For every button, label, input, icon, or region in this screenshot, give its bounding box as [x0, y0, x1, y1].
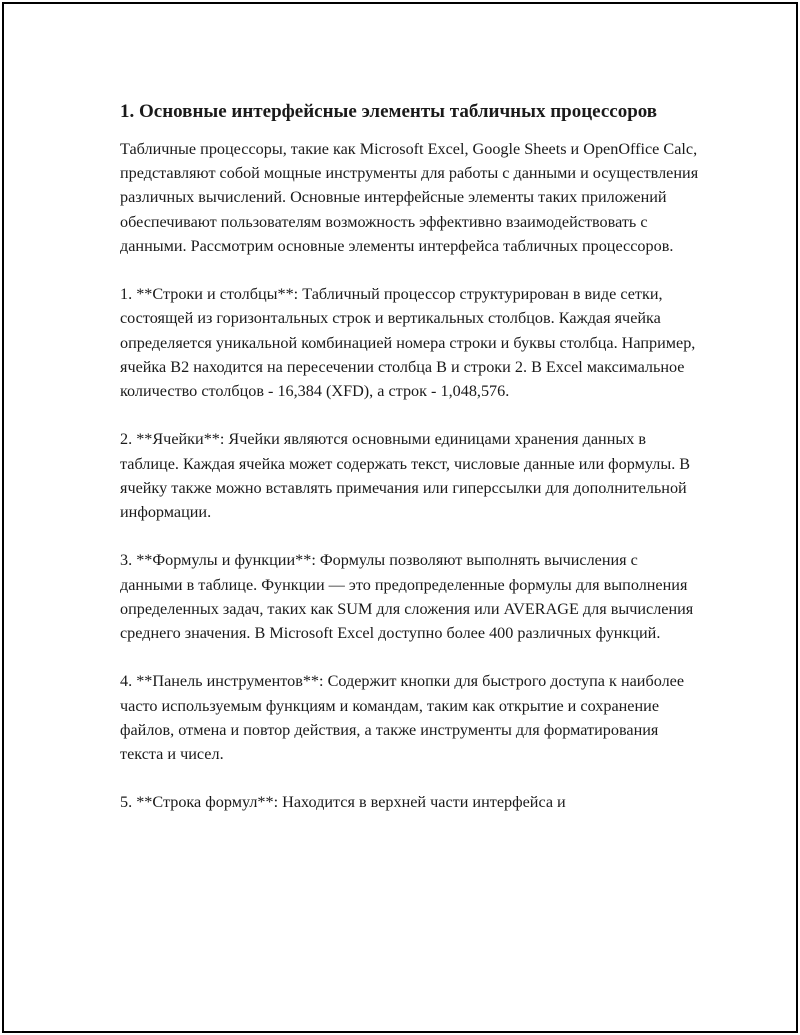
- page-frame: [2, 2, 798, 1033]
- section-heading: 1. Основные интерфейсные элементы табличных процессоров: [120, 101, 658, 122]
- item-toolbar: 4. **Панель инструментов**: Содержит кнопки для быстрого доступа к наиболее часто используемым функциям и командам, таким как открытие и сохранение файлов, отмена и повтор действия, а также инструменты для форматирования текста и чисел.: [120, 672, 685, 764]
- item-cells: 2. **Ячейки**: Ячейки являются основными единицами хранения данных в таблице. Каждая ячейка может содержать текст, числовые данные или формулы. В ячейку также можно вставлять примечания или гиперссылки для дополнительной информации.: [120, 430, 691, 522]
- item-rows-columns: 1. **Строки и столбцы**: Табличный процессор структурирован в виде сетки, состоящей из горизонтальных строк и вертикальных столбцов. Каждая ячейка определяется уникальной комбинацией номера строки и буквы столбца. Например, ячейка B2 находится на пересечении столбца B и строки 2. В Excel максимальное количество столбцов - 16,384 (XFD), а строк - 1,048,576.: [120, 285, 696, 401]
- intro-paragraph: Табличные процессоры, такие как Microsoft Excel, Google Sheets и OpenOffice Calc, представляют собой мощные инструменты для работы с данными и осуществления различных вычислений. Основные интерфейсные элементы таких приложений обеспечивают пользователям возможность эффективно взаимодействовать с данными. Рассмотрим основные элементы интерфейса табличных процессоров.: [120, 140, 699, 255]
- document-body: [120, 98, 700, 839]
- item-formula-bar: 5. **Строка формул**: Находится в верхней части интерфейса и: [120, 793, 566, 812]
- item-formulas-functions: 3. **Формулы и функции**: Формулы позволяют выполнять вычисления с данными в таблице. Функции — это предопределенные формулы для выполнения определенных задач, таких как SUM для сложения или AVERAGE для вычисления среднего значения. В Microsoft Excel доступно более 400 различных функций.: [120, 551, 694, 643]
